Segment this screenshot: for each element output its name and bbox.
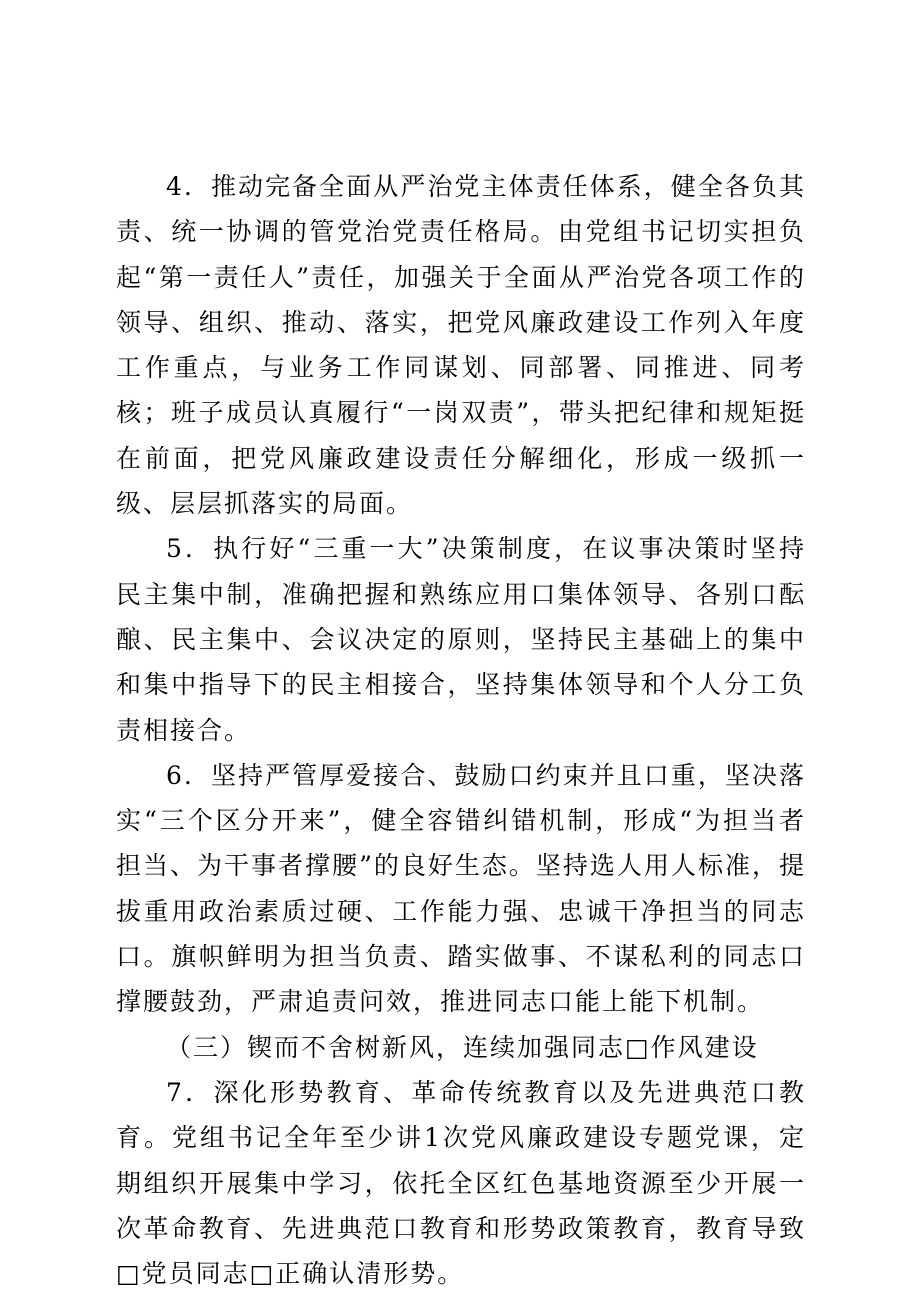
section-heading-3: （三）锲而不舍树新风，连续加强同志□作风建设 [166,1032,759,1062]
paragraph-4: 4．推动完备全面从严治党主体责任体系，健全各负其责、统一协调的管党治党责任格局。由党组书记切实担负起“第一责任人”责任，加强关于全面从严治党各项工作的领导、组织、推动、落实，把党风廉政建设工作列入年度工作重点，与业务工作同谋划、同部署、同推进、同考核；班子成员认真履行“一岗双责”，带头把纪律和规矩挺在前面，把党风廉政建设责任分解细化，形成一级抓一级、层层抓落实的局面。 [116,172,806,519]
paragraph-6: 6．坚持严管厚爱接合、鼓励口约束并且口重，坚决落实“三个区分开来”，健全容错纠错机制，形成“为担当者担当、为干事者撑腰”的良好生态。坚持选人用人标准，提拔重用政治素质过硬、工作能力强、忠诚干净担当的同志口。旗帜鲜明为担当负责、踏实做事、不谋私利的同志口撑腰鼓劲，严肃追责问效，推进同志口能上能下机制。 [116,760,806,1017]
paragraph-7: 7．深化形势教育、革命传统教育以及先进典范口教育。党组书记全年至少讲1次党风廉政建设专题党课，定期组织开展集中学习，依托全区红色基地资源至少开展一次革命教育、先进典范口教育和形势政策教育，教育导致□党员同志□正确认清形势。 [116,1077,806,1289]
document-body [116,164,806,1296]
paragraph-5: 5．执行好“三重一大”决策制度，在议事决策时坚持民主集中制，准确把握和熟练应用口集体领导、各别口酝酿、民主集中、会议决定的原则，坚持民主基础上的集中和集中指导下的民主相接合，坚持集体领导和个人分工负责相接合。 [116,534,806,745]
